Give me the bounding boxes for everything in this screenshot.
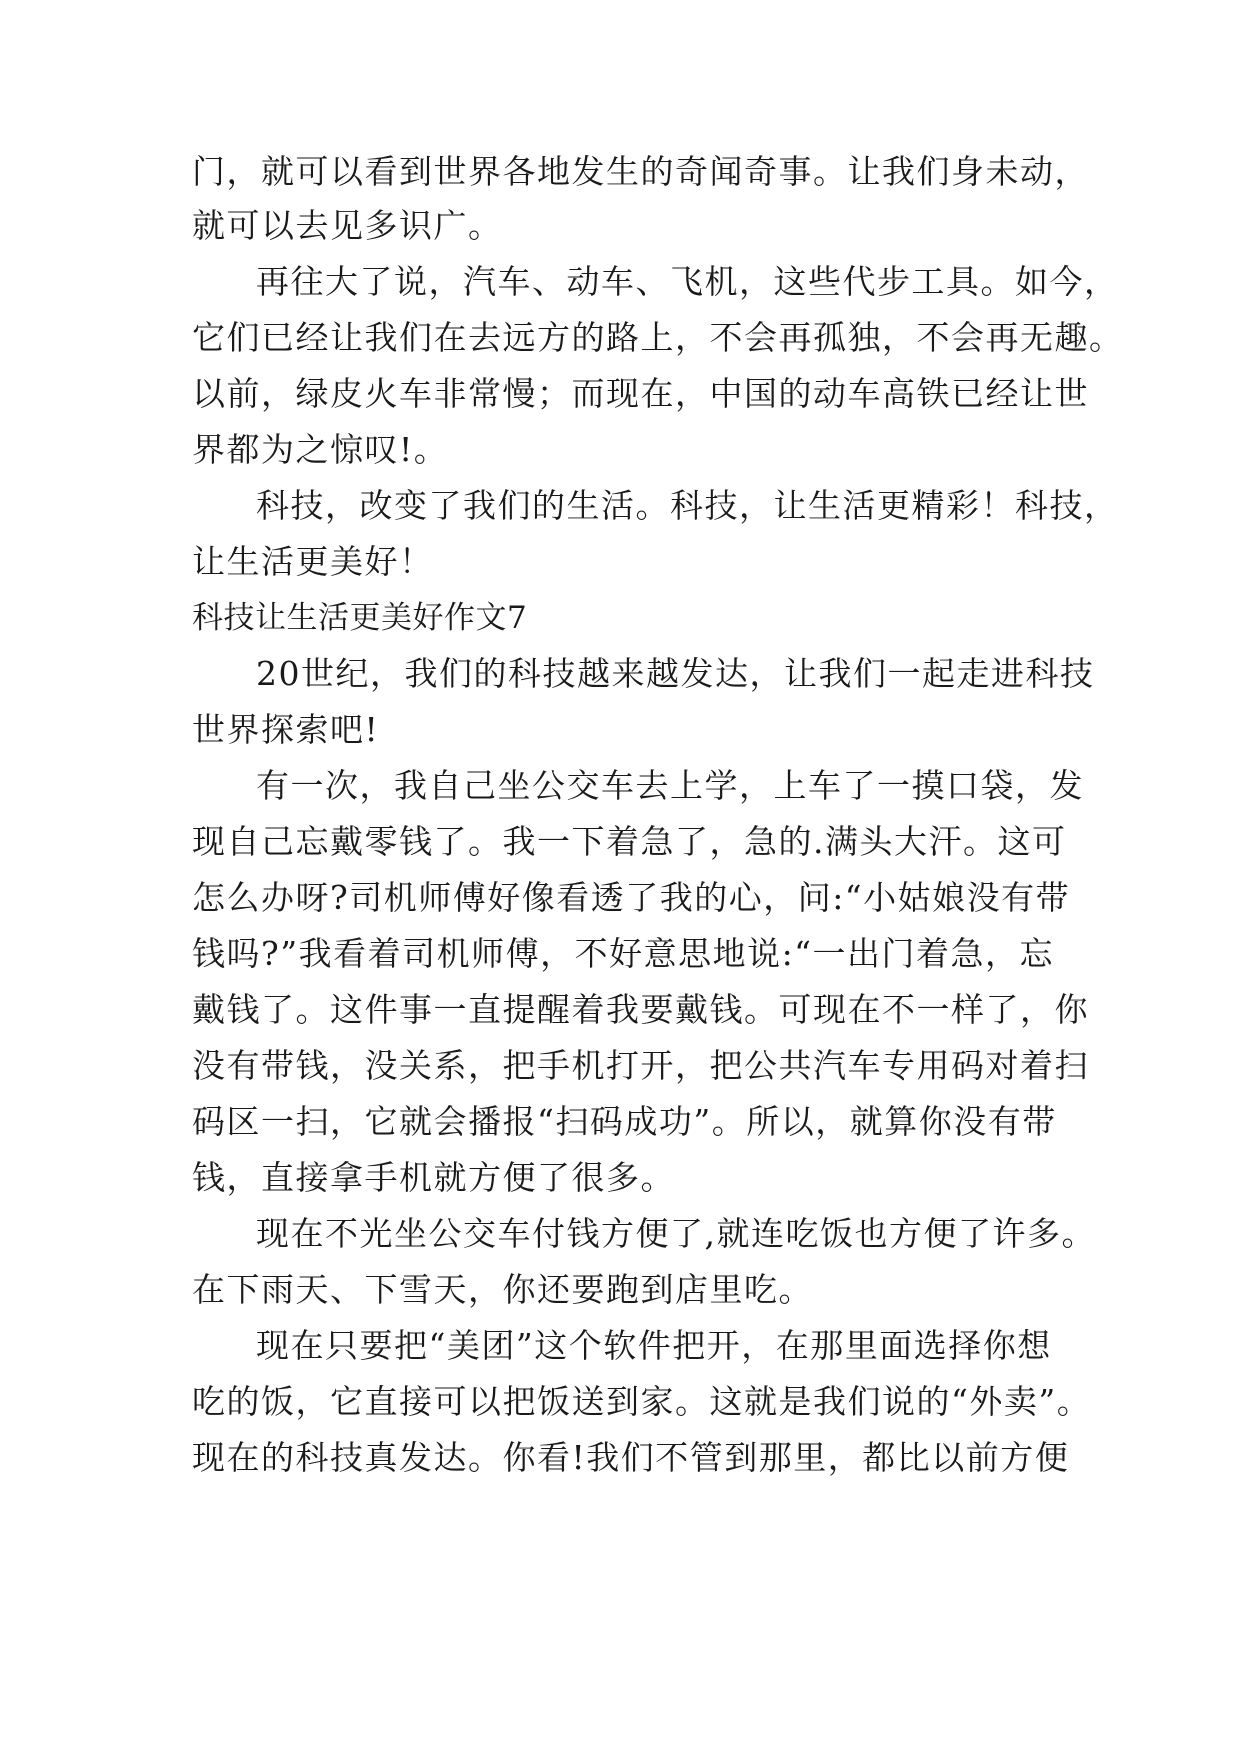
text-line: 码区一扫，它就会播报“扫码成功”。所以，就算你没有带 xyxy=(192,1102,1057,1141)
section-heading: 科技让生活更美好作文7 xyxy=(192,600,528,636)
text-line: 怎么办呀?司机师傅好像看透了我的心，问:“小姑娘没有带 xyxy=(192,878,1071,917)
text-line: 让生活更美好！ xyxy=(192,542,434,581)
text-line: 门，就可以看到世界各地发生的奇闻奇事。让我们身未动， xyxy=(192,152,1089,191)
paragraph-first-line: 20世纪，我们的科技越来越发达，让我们一起走进科技 xyxy=(256,654,1095,693)
text-line: 它们已经让我们在去远方的路上，不会再孤独，不会再无趣。 xyxy=(192,318,1124,357)
text-line: 吃的饭，它直接可以把饭送到家。这就是我们说的“外卖”。 xyxy=(192,1382,1092,1421)
text-line: 就可以去见多识广。 xyxy=(192,206,503,245)
text-line: 世界探索吧! xyxy=(192,710,380,749)
paragraph-first-line: 再往大了说，汽车、动车、飞机，这些代步工具。如今， xyxy=(256,262,1119,301)
text-line: 没有带钱，没关系，把手机打开，把公共汽车专用码对着扫 xyxy=(192,1046,1089,1085)
text-line: 钱，直接拿手机就方便了很多。 xyxy=(192,1158,675,1197)
paragraph-first-line: 科技，改变了我们的生活。科技，让生活更精彩！科技， xyxy=(256,486,1119,525)
paragraph-first-line: 现在只要把“美团”这个软件把开，在那里面选择你想 xyxy=(256,1326,1052,1365)
text-line: 以前，绿皮火车非常慢；而现在，中国的动车高铁已经让世 xyxy=(192,374,1089,413)
text-line: 戴钱了。这件事一直提醒着我要戴钱。可现在不一样了，你 xyxy=(192,990,1089,1029)
paragraph-first-line: 有一次，我自己坐公交车去上学，上车了一摸口袋，发 xyxy=(256,766,1084,805)
text-line: 在下雨天、下雪天，你还要跑到店里吃。 xyxy=(192,1270,813,1309)
text-line: 界都为之惊叹!。 xyxy=(192,430,449,469)
text-line: 钱吗?”我看着司机师傅，不好意思地说:“一出门着急，忘 xyxy=(192,934,1055,973)
paragraph-first-line: 现在不光坐公交车付钱方便了,就连吃饭也方便了许多。 xyxy=(256,1214,1096,1253)
text-line: 现自己忘戴零钱了。我一下着急了，急的.满头大汗。这可 xyxy=(192,822,1067,861)
text-line: 现在的科技真发达。你看!我们不管到那里，都比以前方便 xyxy=(192,1438,1070,1477)
